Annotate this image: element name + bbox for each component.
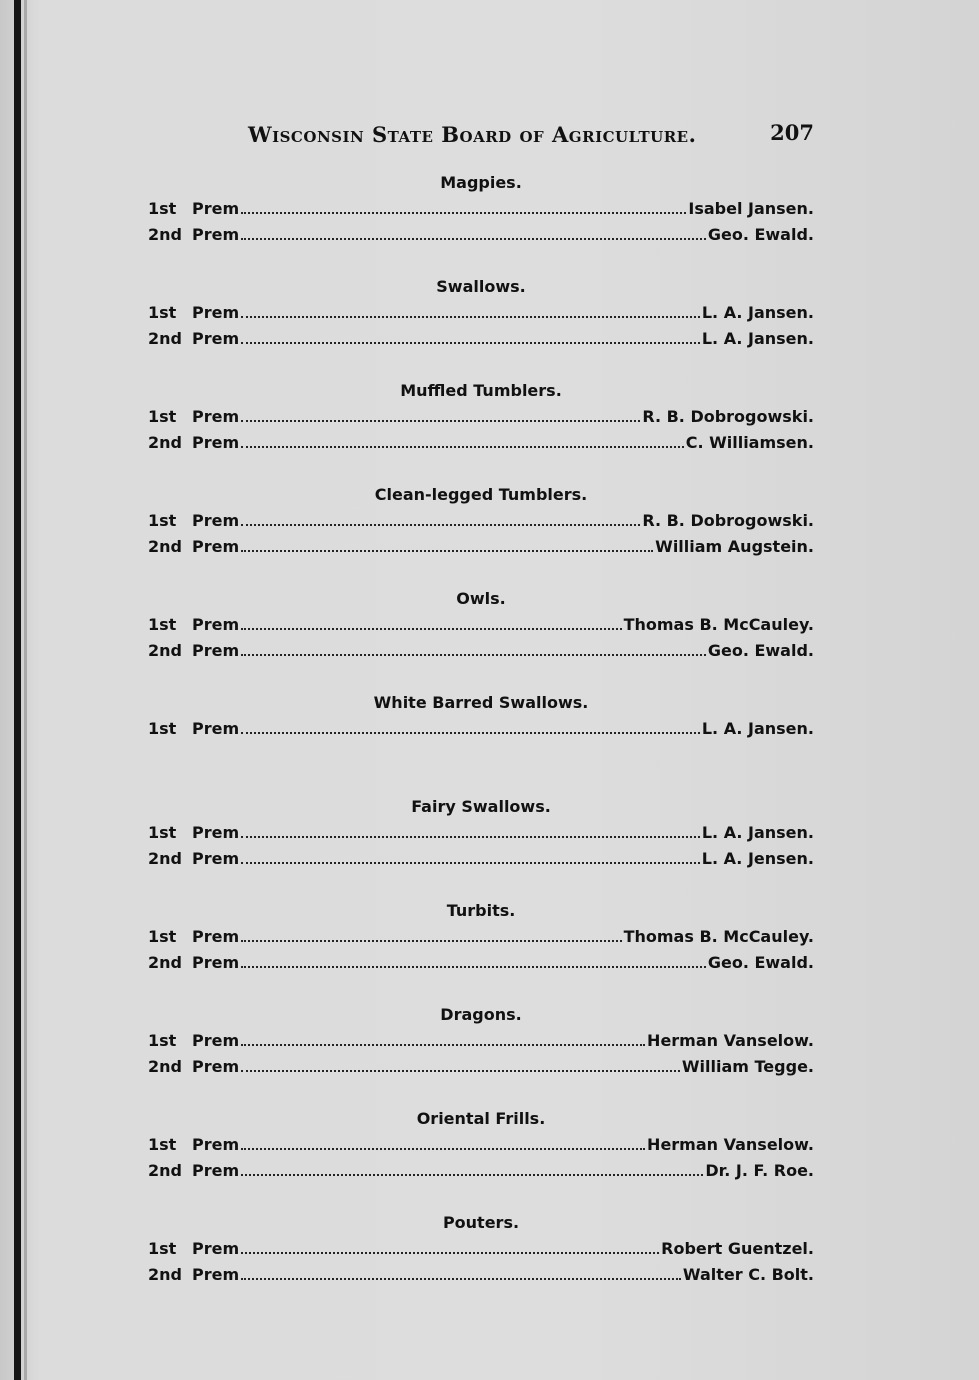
premium-section	[148, 482, 814, 586]
dot-leader	[241, 731, 700, 734]
premium-row	[148, 612, 814, 638]
premium-row	[148, 1236, 814, 1262]
premium-label: Prem	[192, 1265, 240, 1284]
winner-name: Herman Vanselow.	[647, 1031, 814, 1050]
premium-label: Prem	[192, 511, 240, 530]
premium-place: 1st	[148, 719, 177, 738]
premium-place: 2nd	[148, 641, 182, 660]
premium-row	[148, 1132, 814, 1158]
premium-place: 1st	[148, 407, 177, 426]
section-title: Pouters.	[442, 1213, 520, 1232]
premium-section	[148, 1210, 814, 1314]
premium-label: Prem	[192, 1031, 240, 1050]
winner-name: Thomas B. McCauley.	[623, 927, 814, 946]
page-header	[148, 118, 814, 152]
dot-leader	[241, 939, 621, 942]
dot-leader	[241, 523, 640, 526]
dot-leader	[241, 653, 706, 656]
dot-leader	[241, 315, 700, 318]
premium-row	[148, 508, 814, 534]
premium-row	[148, 950, 814, 976]
section-title: Muffled Tumblers.	[400, 381, 562, 400]
section-title: Turbits.	[446, 901, 516, 920]
section-title: Dragons.	[440, 1005, 522, 1024]
dot-leader	[241, 549, 653, 552]
page-number: 207	[770, 120, 814, 145]
premium-row	[148, 222, 814, 248]
dot-leader	[241, 861, 700, 864]
winner-name: Walter C. Bolt.	[682, 1265, 814, 1284]
premium-place: 2nd	[148, 1161, 182, 1180]
premium-label: Prem	[192, 225, 240, 244]
book-spine-edge	[24, 0, 27, 1380]
dot-leader	[241, 835, 700, 838]
winner-name: Dr. J. F. Roe.	[705, 1161, 814, 1180]
premium-label: Prem	[192, 433, 240, 452]
premium-section	[148, 1106, 814, 1210]
premium-row	[148, 1054, 814, 1080]
premium-label: Prem	[192, 329, 240, 348]
premium-label: Prem	[192, 199, 240, 218]
premium-section	[148, 1002, 814, 1106]
premium-row	[148, 924, 814, 950]
premium-row	[148, 430, 814, 456]
premium-place: 1st	[148, 927, 177, 946]
dot-leader	[241, 965, 706, 968]
dot-leader	[241, 237, 706, 240]
premium-place: 1st	[148, 1135, 177, 1154]
premium-section	[148, 274, 814, 378]
premium-label: Prem	[192, 1239, 240, 1258]
premium-row	[148, 846, 814, 872]
winner-name: Robert Guentzel.	[661, 1239, 814, 1258]
premium-place: 1st	[148, 823, 177, 842]
premium-label: Prem	[192, 1057, 240, 1076]
premium-row	[148, 1262, 814, 1288]
section-title: Swallows.	[436, 277, 526, 296]
premium-label: Prem	[192, 1161, 240, 1180]
dot-leader	[241, 1173, 703, 1176]
premium-section	[148, 690, 814, 794]
section-title: Owls.	[456, 589, 506, 608]
premium-row	[148, 716, 814, 742]
premium-section	[148, 378, 814, 482]
winner-name: R. B. Dobrogowski.	[642, 511, 814, 530]
running-title: Wisconsin State Board of Agriculture.	[248, 122, 697, 147]
section-title: White Barred Swallows.	[373, 693, 589, 712]
winner-name: William Tegge.	[681, 1057, 814, 1076]
premium-label: Prem	[192, 407, 240, 426]
premium-place: 1st	[148, 511, 177, 530]
winner-name: R. B. Dobrogowski.	[642, 407, 814, 426]
premium-row	[148, 1028, 814, 1054]
premium-place: 1st	[148, 199, 177, 218]
winner-name: L. A. Jansen.	[701, 303, 814, 322]
winner-name: Isabel Jansen.	[688, 199, 814, 218]
winner-name: L. A. Jansen.	[701, 719, 814, 738]
premium-row	[148, 196, 814, 222]
dot-leader	[241, 1069, 680, 1072]
premium-place: 2nd	[148, 537, 182, 556]
premium-section	[148, 586, 814, 690]
premium-label: Prem	[192, 953, 240, 972]
dot-leader	[241, 1251, 659, 1254]
premium-row	[148, 1158, 814, 1184]
winner-name: L. A. Jansen.	[701, 823, 814, 842]
book-spine-shadow	[14, 0, 21, 1380]
premium-section	[148, 170, 814, 274]
winner-name: L. A. Jansen.	[701, 329, 814, 348]
premium-row	[148, 638, 814, 664]
dot-leader	[241, 1043, 645, 1046]
premium-place: 1st	[148, 1239, 177, 1258]
premium-place: 2nd	[148, 953, 182, 972]
winner-name: Geo. Ewald.	[707, 641, 814, 660]
winner-name: Herman Vanselow.	[647, 1135, 814, 1154]
premium-place: 1st	[148, 1031, 177, 1050]
premium-place: 2nd	[148, 225, 182, 244]
winner-name: Thomas B. McCauley.	[623, 615, 814, 634]
premium-label: Prem	[192, 641, 240, 660]
dot-leader	[241, 1147, 645, 1150]
premium-row	[148, 534, 814, 560]
premium-label: Prem	[192, 719, 240, 738]
premium-place: 2nd	[148, 849, 182, 868]
dot-leader	[241, 341, 700, 344]
section-title: Fairy Swallows.	[411, 797, 551, 816]
winner-name: C. Williamsen.	[685, 433, 814, 452]
premium-place: 2nd	[148, 1057, 182, 1076]
dot-leader	[241, 211, 686, 214]
dot-leader	[241, 445, 684, 448]
winner-name: William Augstein.	[655, 537, 814, 556]
premium-place: 1st	[148, 615, 177, 634]
dot-leader	[241, 419, 640, 422]
premium-label: Prem	[192, 615, 240, 634]
premium-label: Prem	[192, 823, 240, 842]
premium-label: Prem	[192, 849, 240, 868]
premium-label: Prem	[192, 1135, 240, 1154]
premium-row	[148, 326, 814, 352]
premium-place: 2nd	[148, 329, 182, 348]
winner-name: Geo. Ewald.	[707, 225, 814, 244]
premium-label: Prem	[192, 303, 240, 322]
premium-section	[148, 794, 814, 898]
premium-label: Prem	[192, 927, 240, 946]
section-title: Clean-legged Tumblers.	[374, 485, 588, 504]
premium-row	[148, 404, 814, 430]
winner-name: Geo. Ewald.	[707, 953, 814, 972]
winner-name: L. A. Jensen.	[701, 849, 814, 868]
premium-list	[148, 170, 814, 1314]
premium-place: 2nd	[148, 433, 182, 452]
section-title: Oriental Frills.	[416, 1109, 546, 1128]
premium-row	[148, 820, 814, 846]
premium-label: Prem	[192, 537, 240, 556]
premium-place: 2nd	[148, 1265, 182, 1284]
premium-place: 1st	[148, 303, 177, 322]
premium-row	[148, 300, 814, 326]
premium-section	[148, 898, 814, 1002]
dot-leader	[241, 1277, 681, 1280]
section-title: Magpies.	[440, 173, 522, 192]
dot-leader	[241, 627, 621, 630]
